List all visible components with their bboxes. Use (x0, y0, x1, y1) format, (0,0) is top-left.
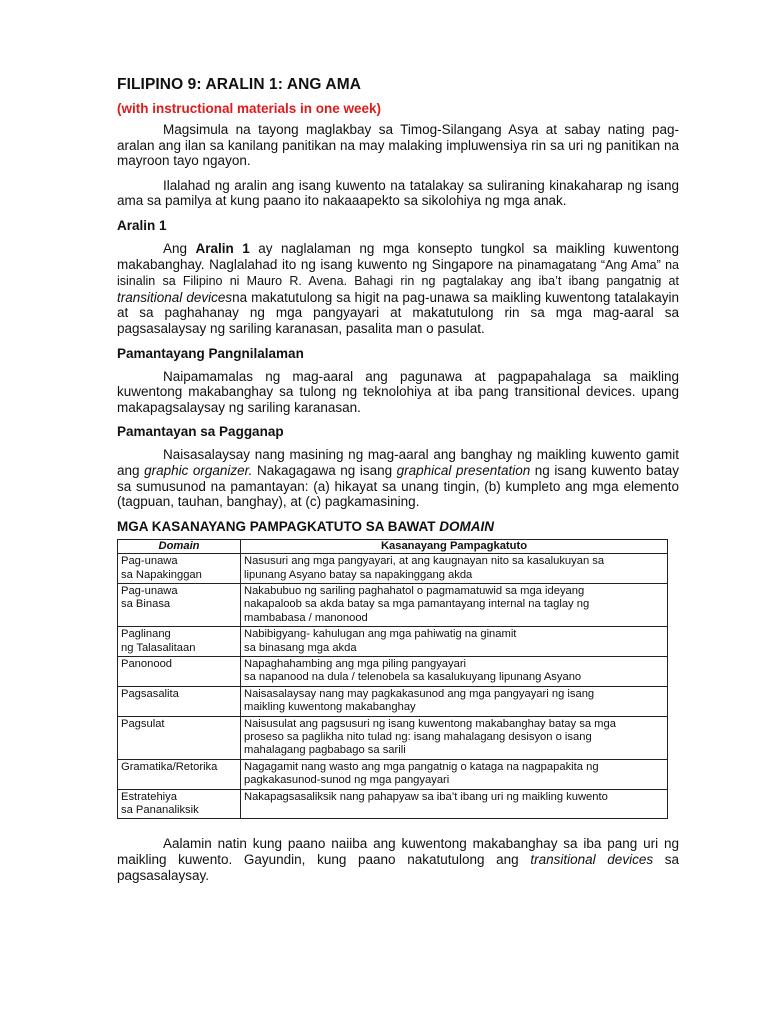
table-row (118, 686, 668, 716)
aralin-paragraph: Ang Aralin 1 ay naglalaman ng mga konsepto tungkol sa maikling kuwentong makabanghay. Naglalahad ito ng isang kuwento ng Singapore na pinamagatang “Ang Ama” na isinalin sa Filipino ni Mauro R. Avena. Bahagi rin ng pagtalakay ang iba’t ibang pangatnig at transitional devicesna makatutulong sa higit na pag-unawa sa maikling kuwentong tatalakayin at sa paghahanay ng mga pangyayari at makatutulong rin sa mga mag-aaral sa pagsasalaysay ng sariling karanasan, pasalita man o pasulat. (117, 240, 680, 336)
table-row (118, 656, 668, 686)
table-cell-skill: Naisusulat ang pagsusuri ng isang kuwentong makabanghay batay sa mga proseso sa paglikha nito tulad ng: isang mahalagang desisyon o isang mahalagang pagbabago sa sarili (241, 716, 668, 759)
table-cell-skill: Nasusuri ang mga pangyayari, at ang kaugnayan nito sa kasalukuyan sa lipunang Asyano batay sa napakinggang akda (241, 554, 668, 584)
table-cell-domain: Pag-unawa sa Binasa (118, 583, 241, 626)
table-heading: MGA KASANAYANG PAMPAGKATUTO SA BAWAT DOMAIN (117, 518, 495, 534)
table-row (118, 789, 668, 819)
table-header-row (118, 539, 668, 553)
table-header-domain: Domain (118, 539, 241, 553)
pangnilalaman-paragraph: Naipamamalas ng mag-aaral ang pagunawa at pagpapahalaga sa maikling kuwentong makabanghay sa tulong ng teknolohiya at iba pang transitional devices. upang makapagsalaysay ng sariling karanasan. (117, 368, 679, 415)
pagganap-heading: Pamantayan sa Pagganap (117, 424, 284, 440)
table-header-skill: Kasanayang Pampagkatuto (241, 539, 668, 553)
table-row (118, 759, 668, 789)
table-cell-domain: Paglinang ng Talasalitaan (118, 627, 241, 657)
table-cell-skill: Nabibigyang- kahulugan ang mga pahiwatig na ginamit sa binasang mga akda (241, 627, 668, 657)
document-title: FILIPINO 9: ARALIN 1: ANG AMA (117, 76, 362, 93)
document-page (117, 76, 679, 892)
table-cell-domain: Estratehiya sa Pananaliksik (118, 789, 241, 819)
table-row (118, 554, 668, 584)
table-cell-skill: Naisasalaysay nang may pagkakasunod ang mga pangyayari ng isang maikling kuwentong makabanghay (241, 686, 668, 716)
table-cell-skill: Nakabubuo ng sariling paghahatol o pagmamatuwid sa mga ideyang nakapaloob sa akda batay sa mga pamantayang internal na taglay ng mambabasa / manonood (241, 583, 668, 626)
table-cell-domain: Pagsulat (118, 716, 241, 759)
pangnilalaman-heading: Pamantayang Pangnilalaman (117, 345, 304, 361)
table-cell-skill: Nakapagsasaliksik nang pahapyaw sa iba’t ibang uri ng maikling kuwento (241, 789, 668, 819)
table-row (118, 627, 668, 657)
pagganap-paragraph: Naisasalaysay nang masining ng mag-aaral ang banghay ng maikling kuwento gamit ang graphic organizer. Nakagagawa ng isang graphical presentation ng isang kuwento batay sa sumusunod na pamantayan: (a) hikayat sa unang tingin, (b) kumpleto ang mga elemento (tagpuan, tauhan, banghay), at (c) pagkamasining. (117, 447, 679, 510)
table-cell-domain: Pag-unawa sa Napakinggan (118, 554, 241, 584)
skills-table (117, 539, 668, 820)
table-row (118, 716, 668, 759)
document-subtitle: (with instructional materials in one week) (117, 101, 382, 116)
table-cell-domain: Pagsasalita (118, 686, 241, 716)
intro-paragraph-2: Ilalahad ng aralin ang isang kuwento na tatalakay sa suliraning kinakaharap ng isang ama sa pamilya at kung paano ito nakaaapekto sa sikolohiya ng mga anak. (117, 177, 679, 209)
table-row (118, 583, 668, 626)
intro-paragraph-1: Magsimula na tayong maglakbay sa Timog-Silangang Asya at sabay nating pag-aralan ang ilan sa kanilang panitikan na may malaking impluwensiya rin sa uri ng panitikan na mayroon tayo ngayon. (117, 122, 679, 169)
table-cell-domain: Gramatika/Retorika (118, 759, 241, 789)
closing-paragraph: Aalamin natin kung paano naiiba ang kuwentong makabanghay sa iba pang uri ng maikling kuwento. Gayundin, kung paano nakatutulong ang transitional devices sa pagsasalaysay. (117, 836, 679, 883)
table-cell-domain: Panonood (118, 656, 241, 686)
aralin-heading: Aralin 1 (117, 217, 167, 233)
table-cell-skill: Napaghahambing ang mga piling pangyayari sa napanood na dula / telenobela sa kasalukuyang lipunang Asyano (241, 656, 668, 686)
table-cell-skill: Nagagamit nang wasto ang mga pangatnig o kataga na nagpapakita ng pagkakasunod-sunod ng mga pangyayari (241, 759, 668, 789)
